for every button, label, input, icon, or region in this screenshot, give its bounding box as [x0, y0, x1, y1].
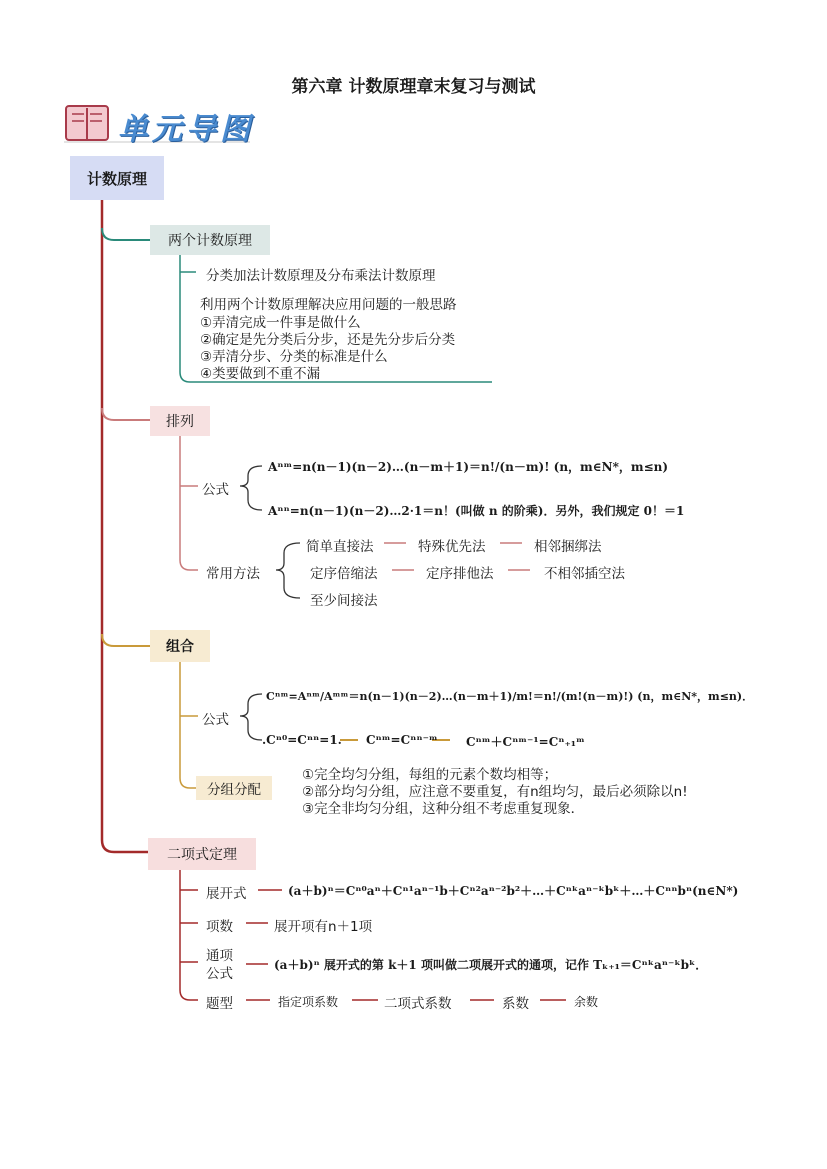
method-item: 定序排他法	[426, 566, 494, 582]
type-item: 二项式系数	[384, 996, 452, 1012]
comb-formula-2a: .Cⁿ⁰=Cⁿⁿ=1.	[262, 733, 342, 747]
principles-step: ③弄清分步、分类的标准是什么	[200, 349, 388, 365]
perm-formula-2: Aⁿⁿ=n(n－1)(n－2)…2·1＝n！(叫做 n 的阶乘)．另外，我们规定 0！＝1	[268, 504, 685, 518]
group-item: ②部分均匀分组，应注意不要重复，有n组均匀，最后必须除以n!	[302, 784, 688, 800]
bin-expand-formula: (a＋b)ⁿ＝Cⁿ⁰aⁿ＋Cⁿ¹aⁿ⁻¹b＋Cⁿ²aⁿ⁻²b²＋…＋Cⁿᵏaⁿ⁻ᵏbᵏ＋…＋Cⁿⁿbⁿ(n∈N*)	[288, 884, 739, 898]
comb-formula-1: Cⁿᵐ=Aⁿᵐ/Aᵐᵐ＝n(n－1)(n－2)…(n－m＋1)/m!＝n!/(m!(n－m)!) (n，m∈N*，m≤n)．	[266, 690, 754, 703]
type-item: 余数	[574, 995, 599, 1009]
node-two-principles: 两个计数原理	[150, 225, 270, 255]
perm-methods-label: 常用方法	[206, 566, 260, 582]
bin-terms-label: 项数	[206, 919, 233, 935]
method-item: 相邻捆绑法	[534, 539, 602, 555]
group-item: ③完全非均匀分组，这种分组不考虑重复现象．	[302, 801, 585, 817]
book-icon	[66, 106, 108, 140]
bin-general-label-2: 公式	[206, 966, 233, 982]
bin-terms: 展开项有n＋1项	[274, 919, 373, 935]
method-item: 特殊优先法	[418, 539, 486, 555]
type-item: 系数	[502, 996, 529, 1012]
bin-general-label: 通项	[206, 948, 233, 964]
node-binomial: 二项式定理	[148, 838, 256, 870]
node-combination: 组合	[150, 630, 210, 662]
comb-formula-label: 公式	[202, 712, 229, 728]
page-title: 第六章 计数原理章末复习与测试	[291, 77, 536, 97]
bin-expand-label: 展开式	[206, 886, 247, 902]
comb-group-label: 分组分配	[196, 776, 272, 800]
method-item: 至少间接法	[310, 593, 378, 609]
bin-types-label: 题型	[206, 996, 233, 1012]
method-item: 简单直接法	[306, 539, 374, 555]
root-node: 计数原理	[70, 156, 164, 200]
perm-formula-1: Aⁿᵐ=n(n－1)(n－2)…(n－m＋1)＝n!/(n－m)! (n，m∈N*，m≤n)	[268, 460, 669, 474]
type-item: 指定项系数	[278, 995, 339, 1009]
principles-item-2-heading: 利用两个计数原理解决应用问题的一般思路	[200, 297, 457, 313]
method-item: 定序倍缩法	[310, 566, 378, 582]
perm-formula-label: 公式	[202, 482, 229, 498]
method-item: 不相邻插空法	[544, 566, 625, 582]
principles-step: ④类要做到不重不漏	[200, 366, 321, 382]
bin-general-formula: (a＋b)ⁿ 展开式的第 k＋1 项叫做二项展开式的通项，记作 Tₖ₊₁＝Cⁿᵏaⁿ⁻ᵏbᵏ．	[274, 958, 708, 972]
banner-title: 单元导图	[118, 112, 254, 147]
comb-formula-2b: Cⁿᵐ=Cⁿⁿ⁻ᵐ	[366, 733, 438, 747]
comb-formula-2c: Cⁿᵐ＋Cⁿᵐ⁻¹=Cⁿ₊₁ᵐ	[466, 735, 585, 749]
group-item: ①完全均匀分组，每组的元素个数均相等；	[302, 767, 558, 783]
node-permutation: 排列	[150, 406, 210, 436]
principles-step: ②确定是先分类后分步，还是先分步后分类	[200, 332, 456, 348]
principles-step: ①弄清完成一件事是做什么	[200, 315, 361, 331]
principles-item-1: 分类加法计数原理及分布乘法计数原理	[206, 268, 436, 284]
